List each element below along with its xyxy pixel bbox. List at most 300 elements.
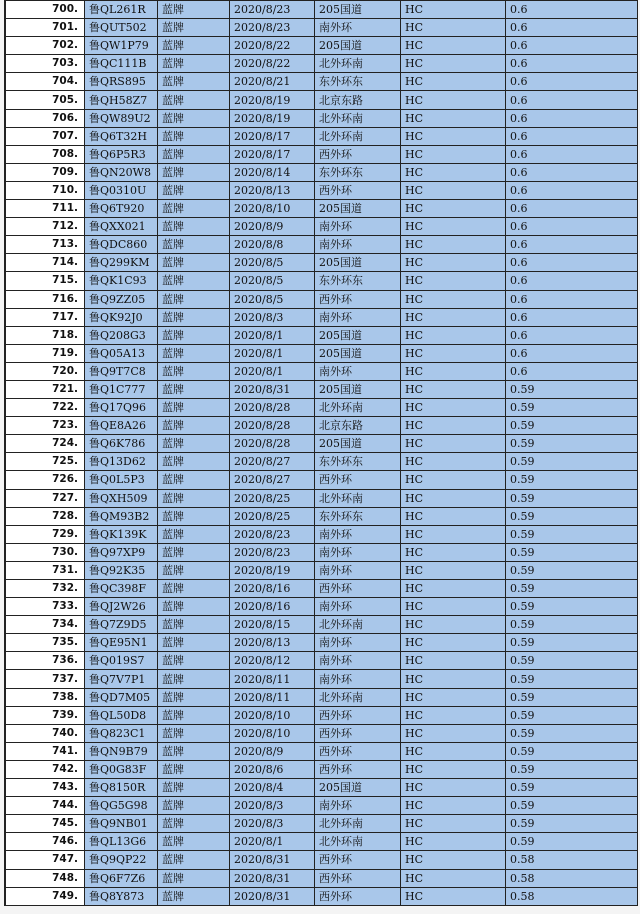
value-cell: 0.59 [506, 580, 638, 598]
date-cell: 2020/8/3 [230, 797, 315, 815]
value-cell: 0.59 [506, 543, 638, 561]
value-cell: 0.59 [506, 598, 638, 616]
date-cell: 2020/8/12 [230, 652, 315, 670]
road-location-cell: 西外环 [315, 471, 401, 489]
road-location-cell: 南外环 [315, 362, 401, 380]
date-cell: 2020/8/11 [230, 688, 315, 706]
plate-color-cell: 蓝牌 [158, 109, 230, 127]
plate-number-cell: 鲁QXX021 [85, 218, 158, 236]
plate-color-cell: 蓝牌 [158, 887, 230, 905]
pollutant-cell: HC [401, 815, 506, 833]
plate-number-cell: 鲁QW1P79 [85, 37, 158, 55]
row-number-cell: 705. [6, 91, 85, 109]
plate-number-cell: 鲁Q92K35 [85, 561, 158, 579]
value-cell: 0.6 [506, 181, 638, 199]
table-row [6, 362, 638, 380]
date-cell: 2020/8/3 [230, 815, 315, 833]
table-row [6, 742, 638, 760]
plate-number-cell: 鲁QJ2W26 [85, 598, 158, 616]
value-cell: 0.6 [506, 55, 638, 73]
row-number-cell: 701. [6, 19, 85, 37]
date-cell: 2020/8/28 [230, 417, 315, 435]
table-row [6, 580, 638, 598]
road-location-cell: 205国道 [315, 37, 401, 55]
row-number-cell: 710. [6, 181, 85, 199]
table-body [6, 1, 638, 906]
value-cell: 0.6 [506, 308, 638, 326]
date-cell: 2020/8/5 [230, 272, 315, 290]
pollutant-cell: HC [401, 489, 506, 507]
value-cell: 0.59 [506, 760, 638, 778]
row-number-cell: 712. [6, 218, 85, 236]
pollutant-cell: HC [401, 561, 506, 579]
pollutant-cell: HC [401, 688, 506, 706]
plate-number-cell: 鲁Q9NB01 [85, 815, 158, 833]
value-cell: 0.6 [506, 73, 638, 91]
table-row [6, 525, 638, 543]
plate-color-cell: 蓝牌 [158, 380, 230, 398]
pollutant-cell: HC [401, 145, 506, 163]
table-row [6, 471, 638, 489]
vehicle-emission-table [5, 0, 638, 906]
plate-number-cell: 鲁Q823C1 [85, 724, 158, 742]
plate-number-cell: 鲁QG5G98 [85, 797, 158, 815]
value-cell: 0.6 [506, 200, 638, 218]
plate-color-cell: 蓝牌 [158, 272, 230, 290]
table-row [6, 598, 638, 616]
pollutant-cell: HC [401, 308, 506, 326]
pollutant-cell: HC [401, 869, 506, 887]
table-row [6, 706, 638, 724]
row-number-cell: 748. [6, 869, 85, 887]
date-cell: 2020/8/21 [230, 73, 315, 91]
road-location-cell: 南外环 [315, 598, 401, 616]
road-location-cell: 西外环 [315, 742, 401, 760]
date-cell: 2020/8/8 [230, 236, 315, 254]
plate-color-cell: 蓝牌 [158, 815, 230, 833]
value-cell: 0.59 [506, 815, 638, 833]
plate-number-cell: 鲁Q6P5R3 [85, 145, 158, 163]
road-location-cell: 205国道 [315, 380, 401, 398]
table-row [6, 760, 638, 778]
plate-color-cell: 蓝牌 [158, 181, 230, 199]
road-location-cell: 南外环 [315, 652, 401, 670]
date-cell: 2020/8/13 [230, 634, 315, 652]
pollutant-cell: HC [401, 833, 506, 851]
table-row [6, 19, 638, 37]
value-cell: 0.59 [506, 489, 638, 507]
plate-number-cell: 鲁QC398F [85, 580, 158, 598]
pollutant-cell: HC [401, 760, 506, 778]
date-cell: 2020/8/15 [230, 616, 315, 634]
plate-color-cell: 蓝牌 [158, 254, 230, 272]
table-row [6, 670, 638, 688]
row-number-cell: 741. [6, 742, 85, 760]
row-number-cell: 740. [6, 724, 85, 742]
pollutant-cell: HC [401, 779, 506, 797]
pollutant-cell: HC [401, 362, 506, 380]
date-cell: 2020/8/17 [230, 127, 315, 145]
plate-number-cell: 鲁Q019S7 [85, 652, 158, 670]
table-row [6, 815, 638, 833]
plate-color-cell: 蓝牌 [158, 290, 230, 308]
road-location-cell: 南外环 [315, 670, 401, 688]
road-location-cell: 北外环南 [315, 55, 401, 73]
plate-color-cell: 蓝牌 [158, 435, 230, 453]
road-location-cell: 南外环 [315, 19, 401, 37]
plate-number-cell: 鲁QN9B79 [85, 742, 158, 760]
row-number-cell: 731. [6, 561, 85, 579]
table-row [6, 218, 638, 236]
plate-color-cell: 蓝牌 [158, 688, 230, 706]
value-cell: 0.59 [506, 561, 638, 579]
table-row [6, 724, 638, 742]
pollutant-cell: HC [401, 616, 506, 634]
pollutant-cell: HC [401, 19, 506, 37]
value-cell: 0.6 [506, 37, 638, 55]
row-number-cell: 711. [6, 200, 85, 218]
value-cell: 0.59 [506, 417, 638, 435]
date-cell: 2020/8/19 [230, 109, 315, 127]
plate-number-cell: 鲁Q6K786 [85, 435, 158, 453]
value-cell: 0.6 [506, 91, 638, 109]
road-location-cell: 西外环 [315, 869, 401, 887]
road-location-cell: 南外环 [315, 308, 401, 326]
pollutant-cell: HC [401, 706, 506, 724]
date-cell: 2020/8/3 [230, 308, 315, 326]
road-location-cell: 西外环 [315, 181, 401, 199]
road-location-cell: 205国道 [315, 344, 401, 362]
plate-color-cell: 蓝牌 [158, 779, 230, 797]
plate-number-cell: 鲁Q05A13 [85, 344, 158, 362]
pollutant-cell: HC [401, 851, 506, 869]
date-cell: 2020/8/16 [230, 598, 315, 616]
plate-number-cell: 鲁Q0G83F [85, 760, 158, 778]
value-cell: 0.6 [506, 254, 638, 272]
value-cell: 0.59 [506, 507, 638, 525]
table-row [6, 308, 638, 326]
table-row [6, 453, 638, 471]
table-row [6, 561, 638, 579]
table-row [6, 127, 638, 145]
table-row [6, 272, 638, 290]
date-cell: 2020/8/10 [230, 200, 315, 218]
row-number-cell: 715. [6, 272, 85, 290]
pollutant-cell: HC [401, 453, 506, 471]
plate-color-cell: 蓝牌 [158, 670, 230, 688]
plate-color-cell: 蓝牌 [158, 724, 230, 742]
plate-number-cell: 鲁Q9QP22 [85, 851, 158, 869]
plate-number-cell: 鲁QN20W8 [85, 163, 158, 181]
road-location-cell: 南外环 [315, 543, 401, 561]
row-number-cell: 739. [6, 706, 85, 724]
plate-color-cell: 蓝牌 [158, 471, 230, 489]
table-row [6, 326, 638, 344]
value-cell: 0.59 [506, 380, 638, 398]
row-number-cell: 724. [6, 435, 85, 453]
plate-number-cell: 鲁Q6F7Z6 [85, 869, 158, 887]
value-cell: 0.59 [506, 688, 638, 706]
row-number-cell: 713. [6, 236, 85, 254]
pollutant-cell: HC [401, 163, 506, 181]
road-location-cell: 北外环南 [315, 127, 401, 145]
date-cell: 2020/8/4 [230, 779, 315, 797]
table-row [6, 181, 638, 199]
date-cell: 2020/8/9 [230, 742, 315, 760]
row-number-cell: 706. [6, 109, 85, 127]
plate-number-cell: 鲁Q6T32H [85, 127, 158, 145]
row-number-cell: 733. [6, 598, 85, 616]
plate-number-cell: 鲁Q17Q96 [85, 399, 158, 417]
plate-color-cell: 蓝牌 [158, 362, 230, 380]
pollutant-cell: HC [401, 1, 506, 19]
value-cell: 0.59 [506, 724, 638, 742]
table-row [6, 507, 638, 525]
plate-color-cell: 蓝牌 [158, 869, 230, 887]
road-location-cell: 北外环南 [315, 399, 401, 417]
date-cell: 2020/8/27 [230, 453, 315, 471]
pollutant-cell: HC [401, 598, 506, 616]
table-row [6, 73, 638, 91]
road-location-cell: 205国道 [315, 779, 401, 797]
pollutant-cell: HC [401, 399, 506, 417]
plate-number-cell: 鲁QK92J0 [85, 308, 158, 326]
date-cell: 2020/8/23 [230, 525, 315, 543]
pollutant-cell: HC [401, 326, 506, 344]
value-cell: 0.59 [506, 525, 638, 543]
plate-color-cell: 蓝牌 [158, 236, 230, 254]
road-location-cell: 东外环东 [315, 163, 401, 181]
plate-color-cell: 蓝牌 [158, 308, 230, 326]
table-row [6, 797, 638, 815]
road-location-cell: 东外环东 [315, 73, 401, 91]
plate-number-cell: 鲁QM93B2 [85, 507, 158, 525]
plate-number-cell: 鲁Q1C777 [85, 380, 158, 398]
road-location-cell: 西外环 [315, 145, 401, 163]
table-row [6, 833, 638, 851]
road-location-cell: 205国道 [315, 1, 401, 19]
value-cell: 0.59 [506, 435, 638, 453]
pollutant-cell: HC [401, 290, 506, 308]
plate-number-cell: 鲁QE8A26 [85, 417, 158, 435]
value-cell: 0.6 [506, 362, 638, 380]
pollutant-cell: HC [401, 200, 506, 218]
plate-color-cell: 蓝牌 [158, 833, 230, 851]
table-row [6, 380, 638, 398]
value-cell: 0.58 [506, 887, 638, 905]
plate-color-cell: 蓝牌 [158, 453, 230, 471]
road-location-cell: 西外环 [315, 851, 401, 869]
row-number-cell: 718. [6, 326, 85, 344]
row-number-cell: 721. [6, 380, 85, 398]
row-number-cell: 743. [6, 779, 85, 797]
date-cell: 2020/8/13 [230, 181, 315, 199]
row-number-cell: 749. [6, 887, 85, 905]
date-cell: 2020/8/17 [230, 145, 315, 163]
value-cell: 0.6 [506, 145, 638, 163]
pollutant-cell: HC [401, 109, 506, 127]
row-number-cell: 723. [6, 417, 85, 435]
date-cell: 2020/8/25 [230, 507, 315, 525]
row-number-cell: 728. [6, 507, 85, 525]
table-row [6, 254, 638, 272]
road-location-cell: 东外环东 [315, 507, 401, 525]
table-row [6, 200, 638, 218]
plate-color-cell: 蓝牌 [158, 326, 230, 344]
plate-number-cell: 鲁QD7M05 [85, 688, 158, 706]
pollutant-cell: HC [401, 797, 506, 815]
plate-number-cell: 鲁Q8150R [85, 779, 158, 797]
plate-color-cell: 蓝牌 [158, 344, 230, 362]
value-cell: 0.59 [506, 471, 638, 489]
plate-color-cell: 蓝牌 [158, 706, 230, 724]
date-cell: 2020/8/31 [230, 851, 315, 869]
table-row [6, 634, 638, 652]
pollutant-cell: HC [401, 670, 506, 688]
date-cell: 2020/8/5 [230, 254, 315, 272]
plate-color-cell: 蓝牌 [158, 598, 230, 616]
plate-color-cell: 蓝牌 [158, 543, 230, 561]
value-cell: 0.6 [506, 19, 638, 37]
row-number-cell: 734. [6, 616, 85, 634]
date-cell: 2020/8/31 [230, 380, 315, 398]
table-row [6, 417, 638, 435]
plate-color-cell: 蓝牌 [158, 760, 230, 778]
pollutant-cell: HC [401, 37, 506, 55]
plate-color-cell: 蓝牌 [158, 634, 230, 652]
plate-color-cell: 蓝牌 [158, 200, 230, 218]
value-cell: 0.59 [506, 616, 638, 634]
road-location-cell: 南外环 [315, 797, 401, 815]
plate-color-cell: 蓝牌 [158, 561, 230, 579]
row-number-cell: 702. [6, 37, 85, 55]
pollutant-cell: HC [401, 344, 506, 362]
row-number-cell: 729. [6, 525, 85, 543]
plate-number-cell: 鲁QW89U2 [85, 109, 158, 127]
table-row [6, 91, 638, 109]
pollutant-cell: HC [401, 181, 506, 199]
plate-color-cell: 蓝牌 [158, 616, 230, 634]
table-row [6, 37, 638, 55]
row-number-cell: 720. [6, 362, 85, 380]
table-row [6, 851, 638, 869]
pollutant-cell: HC [401, 742, 506, 760]
pollutant-cell: HC [401, 435, 506, 453]
row-number-cell: 707. [6, 127, 85, 145]
value-cell: 0.59 [506, 652, 638, 670]
plate-number-cell: 鲁QUT502 [85, 19, 158, 37]
plate-color-cell: 蓝牌 [158, 218, 230, 236]
value-cell: 0.59 [506, 706, 638, 724]
plate-number-cell: 鲁QE95N1 [85, 634, 158, 652]
road-location-cell: 西外环 [315, 706, 401, 724]
plate-number-cell: 鲁Q208G3 [85, 326, 158, 344]
plate-number-cell: 鲁QDC860 [85, 236, 158, 254]
value-cell: 0.59 [506, 833, 638, 851]
row-number-cell: 716. [6, 290, 85, 308]
plate-number-cell: 鲁QH58Z7 [85, 91, 158, 109]
table-row [6, 109, 638, 127]
road-location-cell: 南外环 [315, 561, 401, 579]
plate-number-cell: 鲁Q0310U [85, 181, 158, 199]
pollutant-cell: HC [401, 525, 506, 543]
plate-number-cell: 鲁Q7Z9D5 [85, 616, 158, 634]
plate-number-cell: 鲁Q97XP9 [85, 543, 158, 561]
pollutant-cell: HC [401, 652, 506, 670]
plate-number-cell: 鲁QC111B [85, 55, 158, 73]
date-cell: 2020/8/11 [230, 670, 315, 688]
road-location-cell: 南外环 [315, 525, 401, 543]
value-cell: 0.59 [506, 797, 638, 815]
pollutant-cell: HC [401, 417, 506, 435]
pollutant-cell: HC [401, 724, 506, 742]
plate-number-cell: 鲁QRS895 [85, 73, 158, 91]
plate-number-cell: 鲁QL50D8 [85, 706, 158, 724]
table-row [6, 616, 638, 634]
road-location-cell: 北京东路 [315, 417, 401, 435]
date-cell: 2020/8/19 [230, 561, 315, 579]
row-number-cell: 732. [6, 580, 85, 598]
value-cell: 0.6 [506, 290, 638, 308]
table-row [6, 399, 638, 417]
row-number-cell: 747. [6, 851, 85, 869]
row-number-cell: 722. [6, 399, 85, 417]
pollutant-cell: HC [401, 580, 506, 598]
plate-color-cell: 蓝牌 [158, 127, 230, 145]
pollutant-cell: HC [401, 254, 506, 272]
date-cell: 2020/8/23 [230, 543, 315, 561]
date-cell: 2020/8/6 [230, 760, 315, 778]
date-cell: 2020/8/9 [230, 218, 315, 236]
date-cell: 2020/8/19 [230, 91, 315, 109]
plate-color-cell: 蓝牌 [158, 37, 230, 55]
table-row [6, 543, 638, 561]
road-location-cell: 北外环南 [315, 833, 401, 851]
value-cell: 0.58 [506, 869, 638, 887]
date-cell: 2020/8/10 [230, 724, 315, 742]
value-cell: 0.59 [506, 742, 638, 760]
road-location-cell: 西外环 [315, 724, 401, 742]
table-row [6, 779, 638, 797]
value-cell: 0.58 [506, 851, 638, 869]
value-cell: 0.59 [506, 399, 638, 417]
plate-color-cell: 蓝牌 [158, 742, 230, 760]
road-location-cell: 205国道 [315, 435, 401, 453]
road-location-cell: 北外环南 [315, 109, 401, 127]
plate-color-cell: 蓝牌 [158, 91, 230, 109]
road-location-cell: 西外环 [315, 887, 401, 905]
date-cell: 2020/8/22 [230, 55, 315, 73]
table-row [6, 652, 638, 670]
road-location-cell: 北外环南 [315, 815, 401, 833]
pollutant-cell: HC [401, 471, 506, 489]
plate-color-cell: 蓝牌 [158, 525, 230, 543]
plate-color-cell: 蓝牌 [158, 851, 230, 869]
value-cell: 0.6 [506, 236, 638, 254]
pollutant-cell: HC [401, 91, 506, 109]
pollutant-cell: HC [401, 507, 506, 525]
row-number-cell: 737. [6, 670, 85, 688]
value-cell: 0.6 [506, 1, 638, 19]
row-number-cell: 726. [6, 471, 85, 489]
plate-number-cell: 鲁QL261R [85, 1, 158, 19]
road-location-cell: 北外环南 [315, 489, 401, 507]
date-cell: 2020/8/10 [230, 706, 315, 724]
road-location-cell: 北京东路 [315, 91, 401, 109]
road-location-cell: 东外环东 [315, 453, 401, 471]
date-cell: 2020/8/14 [230, 163, 315, 181]
plate-number-cell: 鲁Q8Y873 [85, 887, 158, 905]
